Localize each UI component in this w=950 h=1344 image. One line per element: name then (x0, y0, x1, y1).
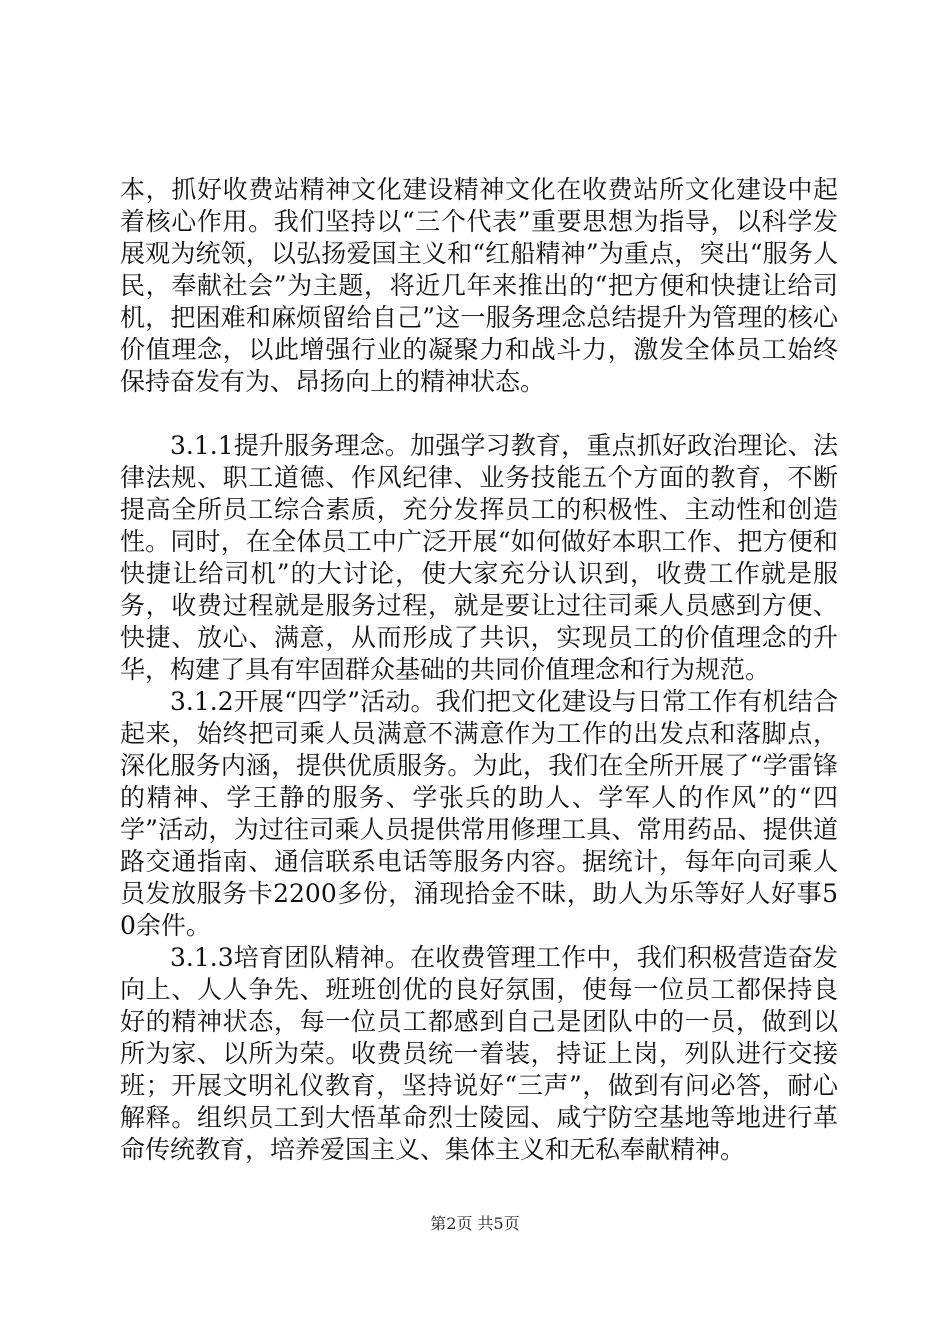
paragraph-3-1-1: 3.1.1提升服务理念。加强学习教育，重点抓好政治理论、法律法规、职工道德、作风纪律、业务技能五个方面的教育，不断提高全所员工综合素质，充分发挥员工的积极性、主动性和创造性。同时，在全体员工中广泛开展“如何做好本职工作、把方便和快捷让给司机”的大讨论，使大家充分认识到，收费工作就是服务，收费过程就是服务过程，就是要让过往司乘人员感到方便、快捷、放心、满意，从而形成了共识，实现员工的价值理念的升华，构建了具有牢固群众基础的共同价值理念和行为规范。 (120, 431, 838, 684)
document-body (120, 174, 838, 1166)
paragraph-3-1-2: 3.1.2开展“四学”活动。我们把文化建设与日常工作有机结合起来，始终把司乘人员满意不满意作为工作的出发点和落脚点，深化服务内涵，提供优质服务。为此，我们在全所开展了“学雷锋的精神、学王静的服务、学张兵的助人、学军人的作风”的“四学”活动，为过往司乘人员提供常用修理工具、常用药品、提供道路交通指南、通信联系电话等服务内容。据统计，每年向司乘人员发放服务卡2200多份，涌现拾金不昧，助人为乐等好人好事50余件。 (120, 687, 838, 940)
paragraph-3-1-3: 3.1.3培育团队精神。在收费管理工作中，我们积极营造奋发向上、人人争先、班班创优的良好氛围，使每一位员工都保持良好的精神状态，每一位员工都感到自己是团队中的一员，做到以所为家、以所为荣。收费员统一着装，持证上岗，列队进行交接班；开展文明礼仪教育，坚持说好“三声”，做到有问必答，耐心解释。组织员工到大悟革命烈士陵园、咸宁防空基地等地进行革命传统教育，培养爱国主义、集体主义和无私奉献精神。 (120, 943, 838, 1164)
paragraph-spirit-culture: 本，抓好收费站精神文化建设精神文化在收费站所文化建设中起着核心作用。我们坚持以“三个代表”重要思想为指导，以科学发展观为统领，以弘扬爱国主义和“红船精神”为重点，突出“服务人民，奉献社会”为主题，将近几年来推出的“把方便和快捷让给司机，把困难和麻烦留给自己”这一服务理念总结提升为管理的核心价值理念，以此增强行业的凝聚力和战斗力，激发全体员工始终保持奋发有为、昂扬向上的精神状态。 (120, 175, 838, 396)
page-number-footer: 第2页 共5页 (430, 1214, 520, 1233)
